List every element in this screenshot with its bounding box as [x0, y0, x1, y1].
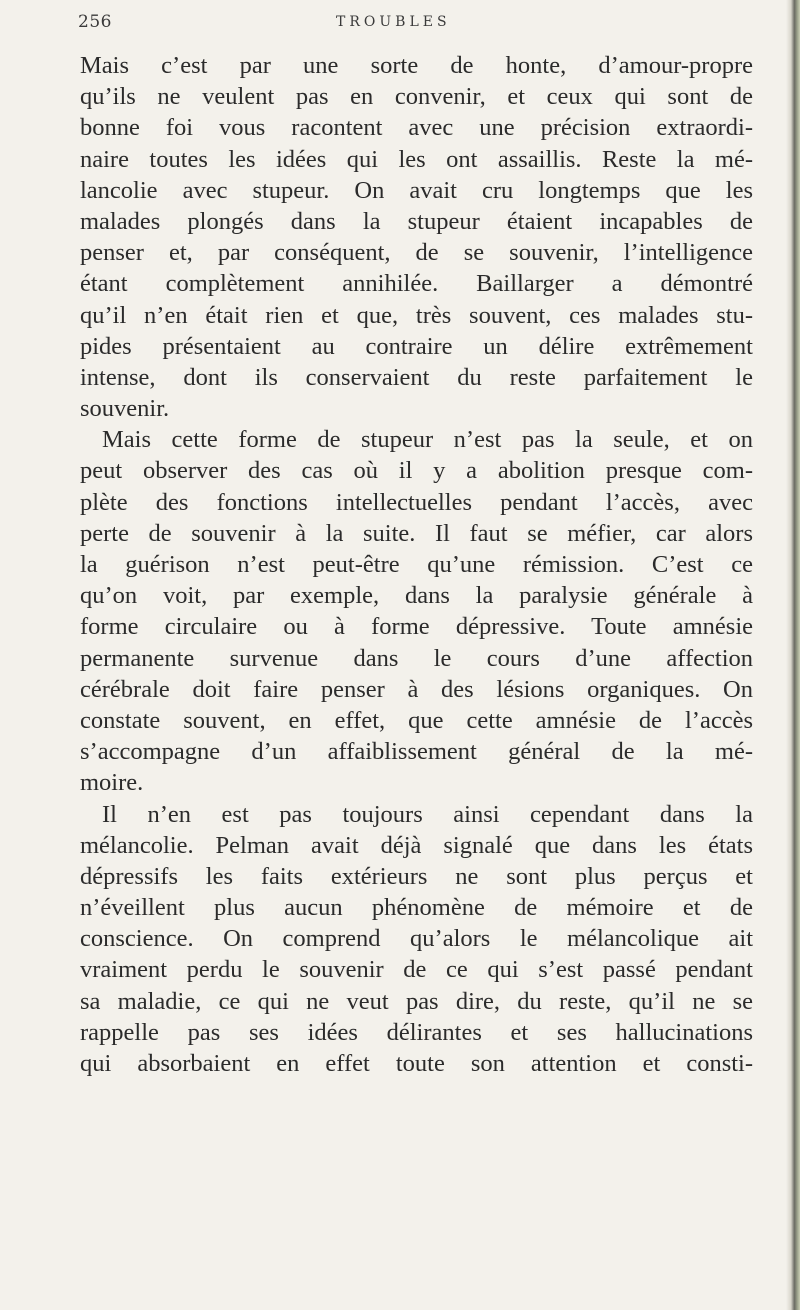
body-text [80, 50, 753, 1079]
text-line: souvenir. [80, 395, 170, 423]
text-line: conscience. On comprend qu’alors le mélancolique ait [80, 925, 753, 953]
page-binding-edge [786, 0, 800, 1310]
text-line: s’accompagne d’un affaiblissement général de la mé- [80, 738, 753, 766]
text-line: naire toutes les idées qui les ont assaillis. Reste la mé- [80, 145, 753, 173]
text-line: qu’il n’en était rien et que, très souvent, ces malades stu- [80, 301, 753, 329]
page-header [78, 12, 758, 42]
text-line: Il n’en est pas toujours ainsi cependant dans la [102, 800, 753, 828]
page-number: 256 [78, 12, 112, 32]
text-line: bonne foi vous racontent avec une précision extraordi- [80, 114, 753, 142]
text-line: constate souvent, en effet, que cette amnésie de l’accès [80, 706, 753, 734]
text-line: plète des fonctions intellectuelles pendant l’accès, avec [80, 488, 753, 516]
text-line: qu’ils ne veulent pas en convenir, et ceux qui sont de [80, 83, 753, 111]
text-line: mélancolie. Pelman avait déjà signalé que dans les états [80, 831, 753, 859]
text-line: Mais cette forme de stupeur n’est pas la seule, et on [102, 426, 753, 454]
text-line: qui absorbaient en effet toute son attention et consti- [80, 1050, 753, 1077]
text-line: dépressifs les faits extérieurs ne sont plus perçus et [80, 862, 753, 890]
text-line: intense, dont ils conservaient du reste parfaitement le [80, 363, 753, 391]
text-line: permanente survenue dans le cours d’une affection [80, 644, 753, 672]
text-line: moire. [80, 769, 144, 797]
text-line: vraiment perdu le souvenir de ce qui s’est passé pendant [80, 956, 753, 984]
text-line: qu’on voit, par exemple, dans la paralysie générale à [80, 582, 753, 610]
text-line: perte de souvenir à la suite. Il faut se méfier, car alors [80, 519, 753, 547]
text-line: n’éveillent plus aucun phénomène de mémoire et de [80, 894, 753, 922]
text-line: pides présentaient au contraire un délire extrêmement [80, 332, 753, 360]
text-line: penser et, par conséquent, de se souvenir, l’intelligence [80, 239, 753, 267]
running-head: TROUBLES [336, 14, 451, 30]
text-line: forme circulaire ou à forme dépressive. Toute amnésie [80, 613, 753, 641]
text-line: lancolie avec stupeur. On avait cru longtemps que les [80, 176, 753, 204]
text-line: étant complètement annihilée. Baillarger a démontré [80, 270, 753, 298]
text-line: malades plongés dans la stupeur étaient incapables de [80, 207, 753, 235]
text-line: cérébrale doit faire penser à des lésions organiques. On [80, 675, 753, 703]
text-line: Mais c’est par une sorte de honte, d’amour-propre [80, 52, 753, 79]
text-line: la guérison n’est peut-être qu’une rémission. C’est ce [80, 551, 753, 578]
text-line: sa maladie, ce qui ne veut pas dire, du reste, qu’il ne se [80, 987, 753, 1015]
text-line: peut observer des cas où il y a abolition presque com- [80, 457, 753, 485]
text-line: rappelle pas ses idées délirantes et ses hallucinations [80, 1018, 753, 1046]
